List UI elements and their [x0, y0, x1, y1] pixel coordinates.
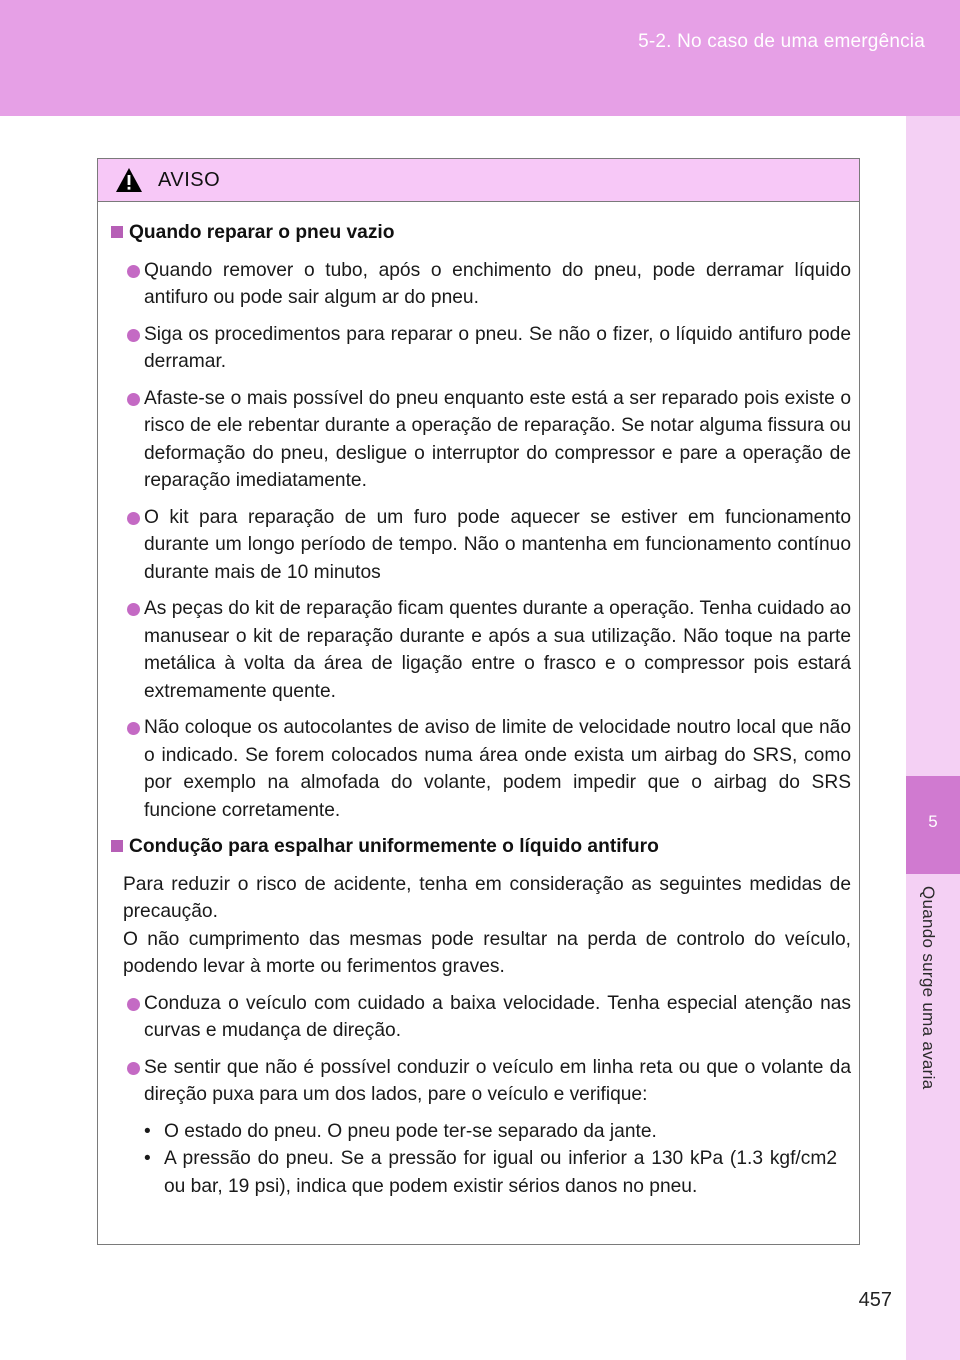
warning-title: AVISO: [158, 169, 221, 191]
chapter-number: 5: [928, 812, 938, 831]
list-item: Siga os procedimentos para reparar o pneu. Se não o fizer, o líquido antifuro pode derramar.: [111, 321, 851, 376]
circle-bullet-icon: [127, 722, 140, 735]
circle-bullet-icon: [127, 265, 140, 278]
header-band: [0, 0, 960, 116]
circle-bullet-icon: [127, 512, 140, 525]
list-item: Afaste-se o mais possível do pneu enquanto este está a ser reparado pois existe o risco de ele rebentar durante a operação de reparação. Se notar alguma fissura ou deformação do pneu, desligue o interruptor do compressor e pare a operação de reparação imediatamente.: [111, 385, 851, 495]
circle-bullet-icon: [127, 603, 140, 616]
list-item: Se sentir que não é possível conduzir o veículo em linha reta ou que o volante da direção puxa para um dos lados, pare o veículo e verifique:: [111, 1054, 851, 1109]
list-item: Não coloque os autocolantes de aviso de limite de velocidade noutro local que não o indicado. Se forem colocados numa área onde exista um airbag do SRS, como por exemplo na almofada do volante, podem impedir que o airbag do SRS funcione corretamente.: [111, 714, 851, 824]
square-bullet-icon: [111, 840, 123, 852]
sub-list-item: • A pressão do pneu. Se a pressão for igual ou inferior a 130 kPa (1.3 kgf/cm2 ou bar, 19 psi), indica que podem existir sérios danos no pneu.: [144, 1148, 837, 1197]
sub-list: [111, 1118, 851, 1201]
sub-list-item: • O estado do pneu. O pneu pode ter-se separado da jante.: [144, 1120, 657, 1142]
circle-bullet-icon: [127, 1062, 140, 1075]
warning-header: [98, 159, 859, 202]
list-item: O kit para reparação de um furo pode aquecer se estiver em funcionamento durante um longo período de tempo. Não o mantenha em funcionamento contínuo durante mais de 10 minutos: [111, 504, 851, 587]
page-number: 457: [858, 1289, 892, 1311]
warning-body: [98, 202, 859, 1200]
circle-bullet-icon: [127, 998, 140, 1011]
warning-triangle-icon: [115, 167, 143, 193]
section-heading: Quando reparar o pneu vazio: [111, 219, 851, 247]
chapter-label: Quando surge uma avaria: [919, 886, 938, 1090]
intro-paragraph: Para reduzir o risco de acidente, tenha em consideração as seguintes medidas de precaução. O não cumprimento das mesmas pode resultar na perda de controlo do veículo, podendo levar à morte ou ferimentos graves.: [123, 873, 851, 977]
section-heading: Condução para espalhar uniformemente o líquido antifuro: [111, 833, 851, 861]
circle-bullet-icon: [127, 329, 140, 342]
list-item: Quando remover o tubo, após o enchimento do pneu, pode derramar líquido antifuro ou pode sair algum ar do pneu.: [111, 257, 851, 312]
square-bullet-icon: [111, 226, 123, 238]
list-item: As peças do kit de reparação ficam quentes durante a operação. Tenha cuidado ao manusear o kit de reparação durante e após a sua utilização. Não toque na parte metálica à volta da área de ligação entre o frasco e o compressor pois estará extremamente quente.: [111, 595, 851, 705]
section-title: 5-2. No caso de uma emergência: [638, 31, 925, 52]
circle-bullet-icon: [127, 393, 140, 406]
list-item: Conduza o veículo com cuidado a baixa velocidade. Tenha especial atenção nas curvas e mudança de direção.: [111, 990, 851, 1045]
side-strip: [906, 116, 960, 1360]
warning-box: [97, 158, 860, 1245]
